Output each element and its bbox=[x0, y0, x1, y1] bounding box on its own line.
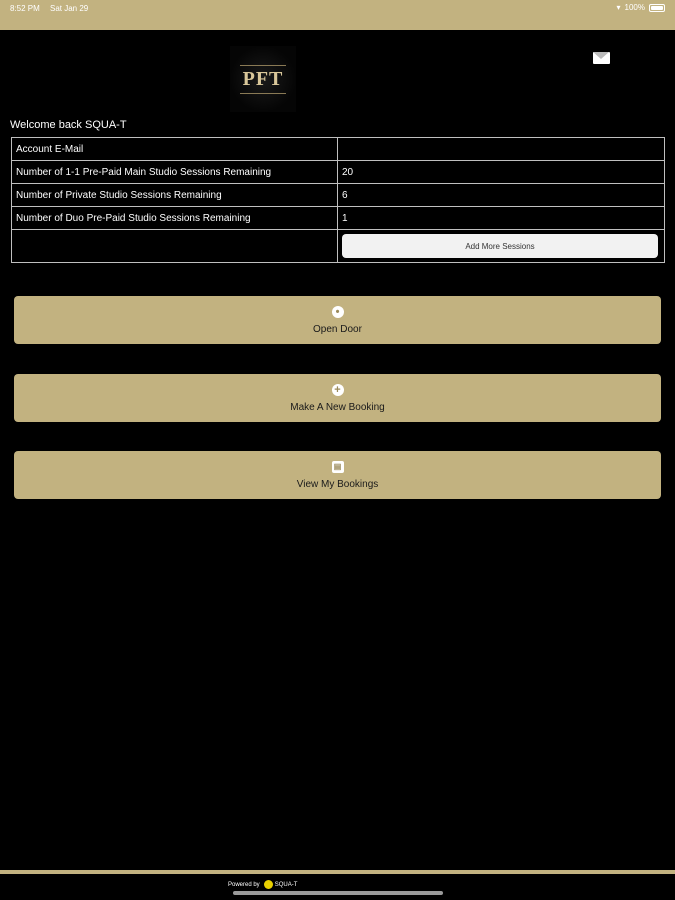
private-studio-sessions-label: Number of Private Studio Sessions Remaining bbox=[12, 184, 338, 207]
table-row bbox=[12, 138, 665, 161]
duo-studio-sessions-label: Number of Duo Pre-Paid Studio Sessions Remaining bbox=[12, 207, 338, 230]
new-booking-button[interactable] bbox=[14, 374, 661, 422]
duo-studio-sessions-value: 1 bbox=[338, 207, 665, 230]
plus-icon: + bbox=[332, 384, 344, 396]
mail-icon[interactable] bbox=[593, 52, 610, 64]
battery-percent: 100% bbox=[624, 3, 645, 12]
empty-cell bbox=[12, 230, 338, 263]
logo-mark: PFT bbox=[240, 65, 287, 94]
add-sessions-cell bbox=[338, 230, 665, 263]
powered-by bbox=[228, 880, 297, 889]
squat-logo bbox=[264, 880, 298, 889]
account-email-value bbox=[338, 138, 665, 161]
welcome-message: Welcome back SQUA-T bbox=[10, 119, 127, 131]
sessions-table bbox=[11, 137, 665, 263]
account-email-label: Account E-Mail bbox=[12, 138, 338, 161]
view-bookings-button[interactable] bbox=[14, 451, 661, 499]
status-time: 8:52 PM bbox=[10, 4, 40, 13]
add-more-sessions-button[interactable]: Add More Sessions bbox=[342, 234, 658, 258]
view-bookings-label: View My Bookings bbox=[296, 478, 379, 490]
status-bar bbox=[0, 0, 675, 30]
open-door-label: Open Door bbox=[313, 323, 362, 335]
private-studio-sessions-value: 6 bbox=[338, 184, 665, 207]
squat-brand: SQUA-T bbox=[274, 881, 298, 888]
footer bbox=[0, 870, 675, 900]
new-booking-label: Make A New Booking bbox=[290, 401, 385, 413]
door-icon: • bbox=[332, 306, 344, 318]
main-studio-sessions-value: 20 bbox=[338, 161, 665, 184]
status-right bbox=[617, 3, 665, 12]
open-door-button[interactable] bbox=[14, 296, 661, 344]
main-studio-sessions-label: Number of 1-1 Pre-Paid Main Studio Sessions Remaining bbox=[12, 161, 338, 184]
home-indicator[interactable] bbox=[233, 891, 443, 895]
table-row bbox=[12, 184, 665, 207]
battery-icon bbox=[649, 4, 665, 12]
table-row bbox=[12, 161, 665, 184]
calendar-icon: ▤ bbox=[332, 461, 344, 473]
squat-logo-icon bbox=[264, 880, 273, 889]
status-date: Sat Jan 29 bbox=[50, 4, 89, 13]
powered-by-label: Powered by bbox=[228, 881, 260, 888]
wifi-icon: ▾ bbox=[616, 3, 621, 12]
table-row bbox=[12, 207, 665, 230]
gym-logo bbox=[230, 46, 296, 112]
table-row bbox=[12, 230, 665, 263]
